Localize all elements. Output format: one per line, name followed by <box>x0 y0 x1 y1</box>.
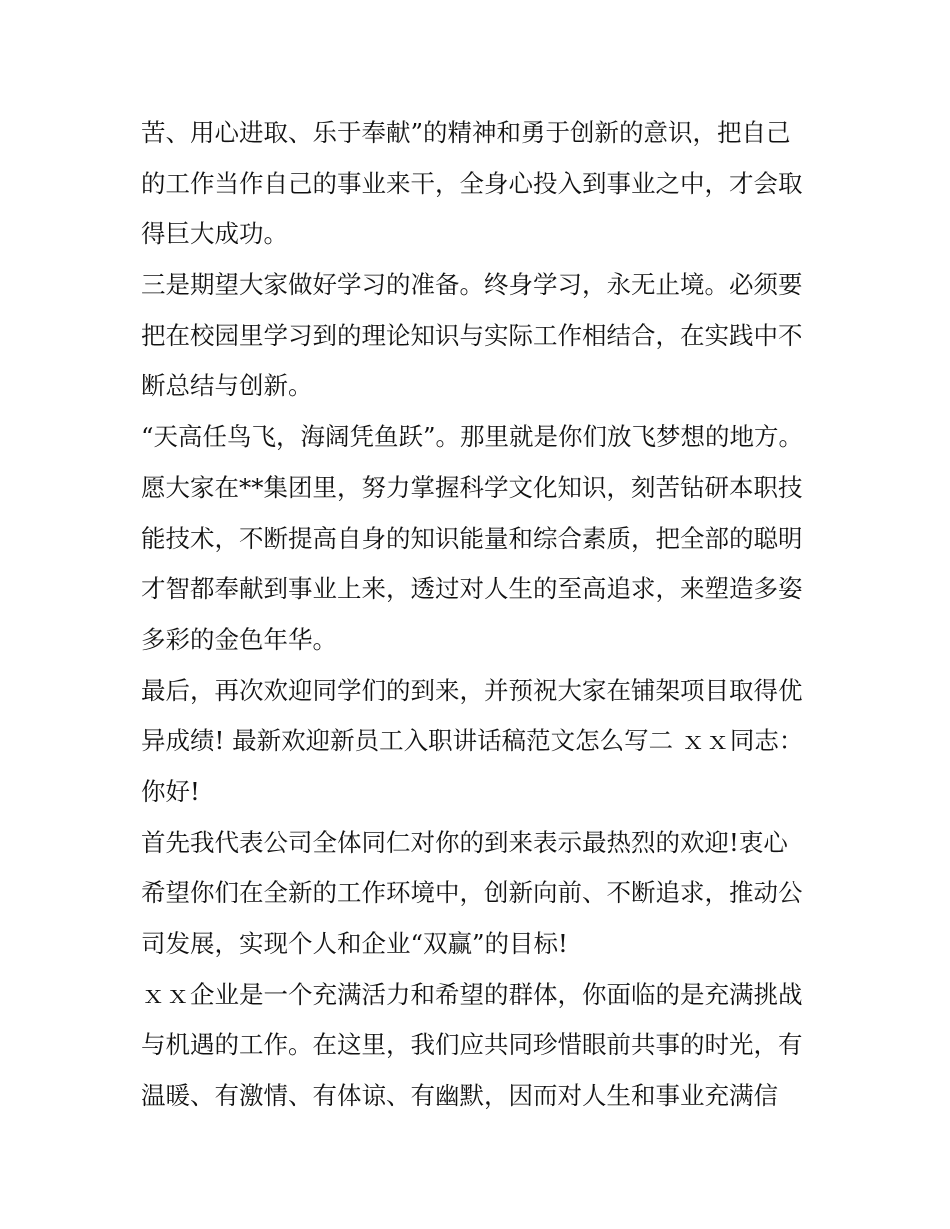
body-text <box>141 108 821 1122</box>
text-line: 你好! <box>141 776 200 806</box>
text-line: 温暖、有激情、有体谅、有幽默，因而对人生和事业充满信 <box>141 1081 778 1111</box>
text-line: 的工作当作自己的事业来干，全身心投入到事业之中，才会取 <box>141 168 803 198</box>
text-line: 得巨大成功。 <box>141 219 288 249</box>
text-line: 把在校园里学习到的理论知识与实际工作相结合，在实践中不 <box>141 320 803 350</box>
text-line: 司发展，实现个人和企业“双赢”的目标! <box>141 929 568 958</box>
text-line: 多彩的金色年华。 <box>141 624 337 654</box>
text-line: 希望你们在全新的工作环境中，创新向前、不断追求，推动公 <box>141 878 803 908</box>
text-line: ｘｘ企业是一个充满活力和希望的群体，你面临的是充满挑战 <box>141 979 803 1009</box>
text-line: 苦、用心进取、乐于奉献”的精神和勇于创新的意识，把自己 <box>141 118 791 147</box>
text-line: 断总结与创新。 <box>141 371 313 401</box>
text-line: 异成绩! 最新欢迎新员工入职讲话稿范文怎么写二 ｘｘ同志： <box>141 726 804 756</box>
text-line: 首先我代表公司全体同仁对你的到来表示最热烈的欢迎!衷心 <box>141 827 788 857</box>
text-line: 愿大家在**集团里，努力掌握科学文化知识，刻苦钻研本职技 <box>141 472 803 502</box>
text-line: “天高任鸟飞，海阔凭鱼跃”。那里就是你们放飞梦想的地方。 <box>141 422 804 452</box>
text-line: 能技术，不断提高自身的知识能量和综合素质，把全部的聪明 <box>141 523 803 553</box>
text-line: 三是期望大家做好学习的准备。终身学习，永无止境。必须要 <box>141 270 803 300</box>
text-line: 与机遇的工作。在这里，我们应共同珍惜眼前共事的时光，有 <box>141 1030 803 1060</box>
text-line: 才智都奉献到事业上来，透过对人生的至高追求，来塑造多姿 <box>141 574 803 604</box>
text-line: 最后，再次欢迎同学们的到来，并预祝大家在铺架项目取得优 <box>141 675 803 705</box>
